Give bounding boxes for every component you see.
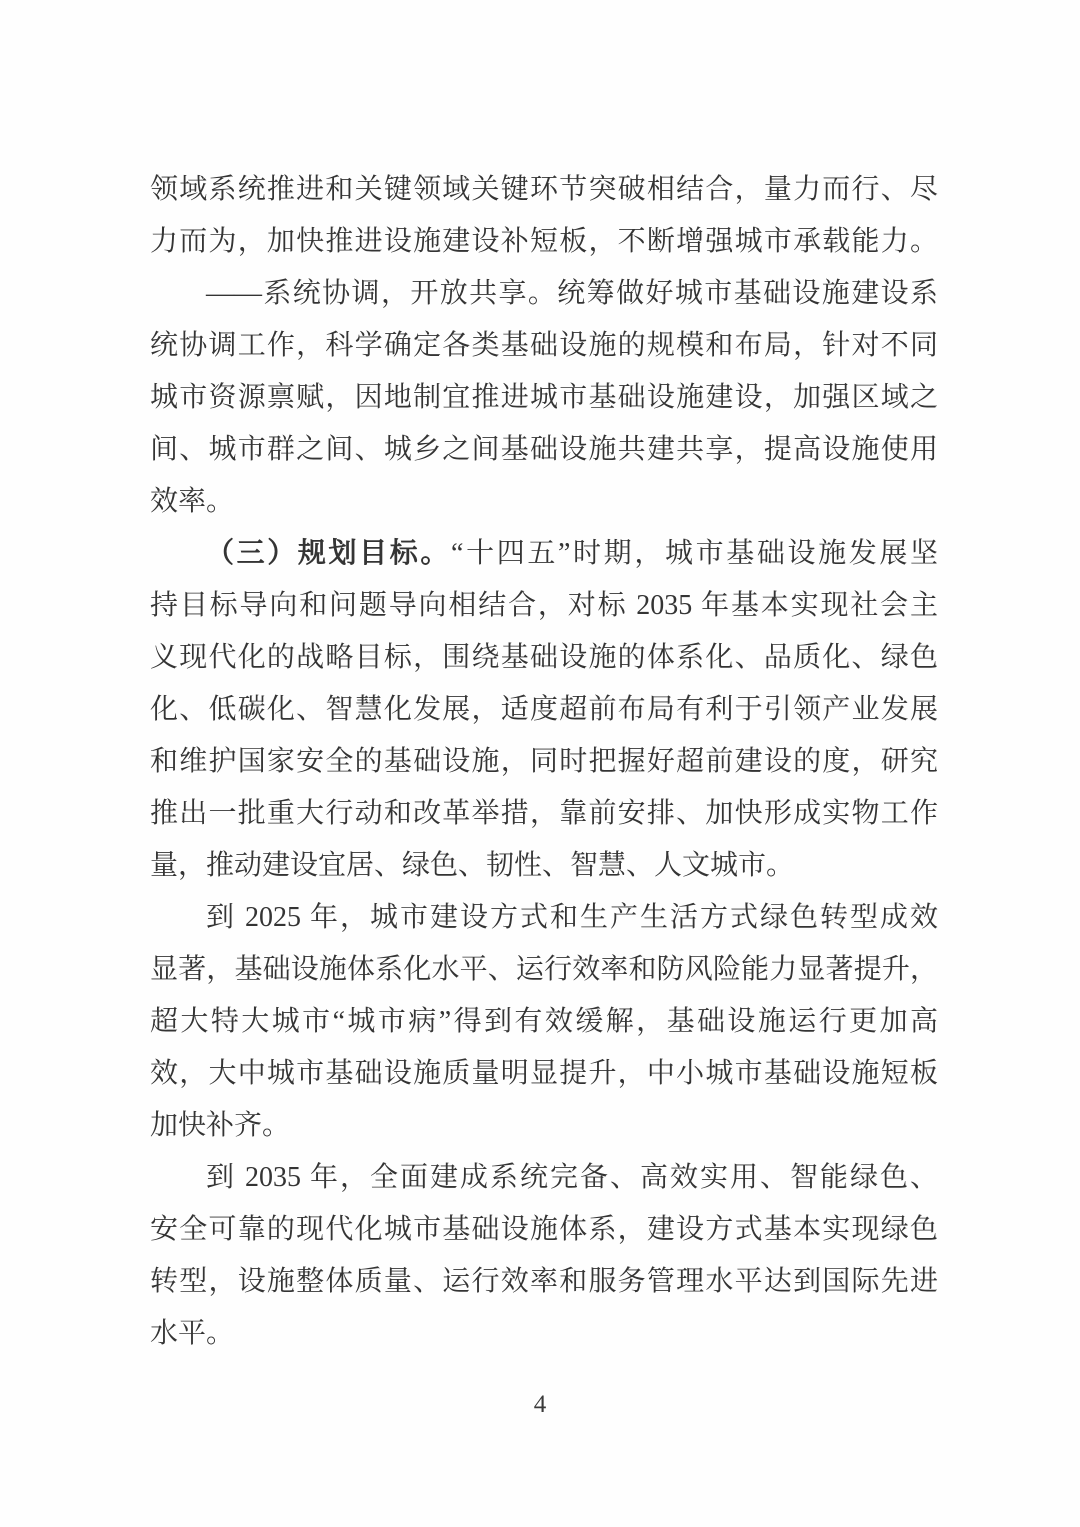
text-line [150, 632, 938, 684]
text-run: 间、城市群之间、城乡之间基础设施共建共享，提高设施使用 [150, 434, 938, 465]
text-run: 领域系统推进和关键领域关键环节突破相结合，量力而行、尽 [150, 174, 938, 205]
text-run: 量，推动建设宜居、绿色、韧性、智慧、人文城市。 [150, 850, 795, 881]
text-run: 城市资源禀赋，因地制宜推进城市基础设施建设，加强区域之 [150, 382, 938, 413]
text-run: 转型，设施整体质量、运行效率和服务管理水平达到国际先进 [150, 1266, 938, 1297]
text-run: 力而为，加快推进设施建设补短板，不断增强城市承载能力。 [150, 226, 938, 257]
text-line [150, 1152, 938, 1204]
text-run: 显著，基础设施体系化水平、运行效率和防风险能力显著提升， [150, 954, 938, 985]
text-line [150, 424, 938, 476]
text-run: 到 2025 年，城市建设方式和生产生活方式绿色转型成效 [206, 902, 938, 933]
text-line [150, 372, 938, 424]
text-run: 化、低碳化、智慧化发展，适度超前布局有利于引领产业发展 [150, 694, 938, 725]
text-run: 效，大中城市基础设施质量明显提升，中小城市基础设施短板 [150, 1058, 938, 1089]
text-line [150, 164, 938, 216]
text-line [150, 320, 938, 372]
kai-text-run: ——系统协调，开放共享。 [206, 278, 558, 309]
text-line [150, 788, 938, 840]
text-run: 推出一批重大行动和改革举措，靠前安排、加快形成实物工作 [150, 798, 938, 829]
text-line [150, 1204, 938, 1256]
text-run: 持目标导向和问题导向相结合，对标 2035 年基本实现社会主 [150, 590, 938, 621]
text-line [150, 1308, 938, 1360]
text-line [150, 1256, 938, 1308]
text-line [150, 996, 938, 1048]
text-run: 统筹做好城市基础设施建设系 [557, 278, 938, 309]
text-line [150, 1100, 938, 1152]
text-run: 效率。 [150, 486, 235, 517]
text-run: “十四五”时期，城市基础设施发展坚 [451, 538, 938, 569]
text-run: 加快补齐。 [150, 1110, 291, 1141]
text-line [150, 840, 938, 892]
text-line [150, 528, 938, 580]
text-run: 安全可靠的现代化城市基础设施体系，建设方式基本实现绿色 [150, 1214, 938, 1245]
text-line [150, 944, 938, 996]
text-run: 和维护国家安全的基础设施，同时把握好超前建设的度，研究 [150, 746, 938, 777]
text-line [150, 476, 938, 528]
text-line [150, 216, 938, 268]
page-number: 4 [533, 1391, 547, 1418]
text-run: 超大特大城市“城市病”得到有效缓解，基础设施运行更加高 [150, 1006, 938, 1037]
text-run: 水平。 [150, 1318, 235, 1349]
text-line [150, 580, 938, 632]
text-line [150, 684, 938, 736]
text-run: 统协调工作，科学确定各类基础设施的规模和布局，针对不同 [150, 330, 938, 361]
bold-text-run: （三）规划目标。 [206, 538, 452, 569]
text-line [150, 736, 938, 788]
document-body [150, 164, 938, 1360]
text-run: 到 2035 年，全面建成系统完备、高效实用、智能绿色、 [206, 1162, 938, 1193]
text-run: 义现代化的战略目标，围绕基础设施的体系化、品质化、绿色 [150, 642, 938, 673]
text-line [150, 1048, 938, 1100]
text-line [150, 268, 938, 320]
text-line [150, 892, 938, 944]
